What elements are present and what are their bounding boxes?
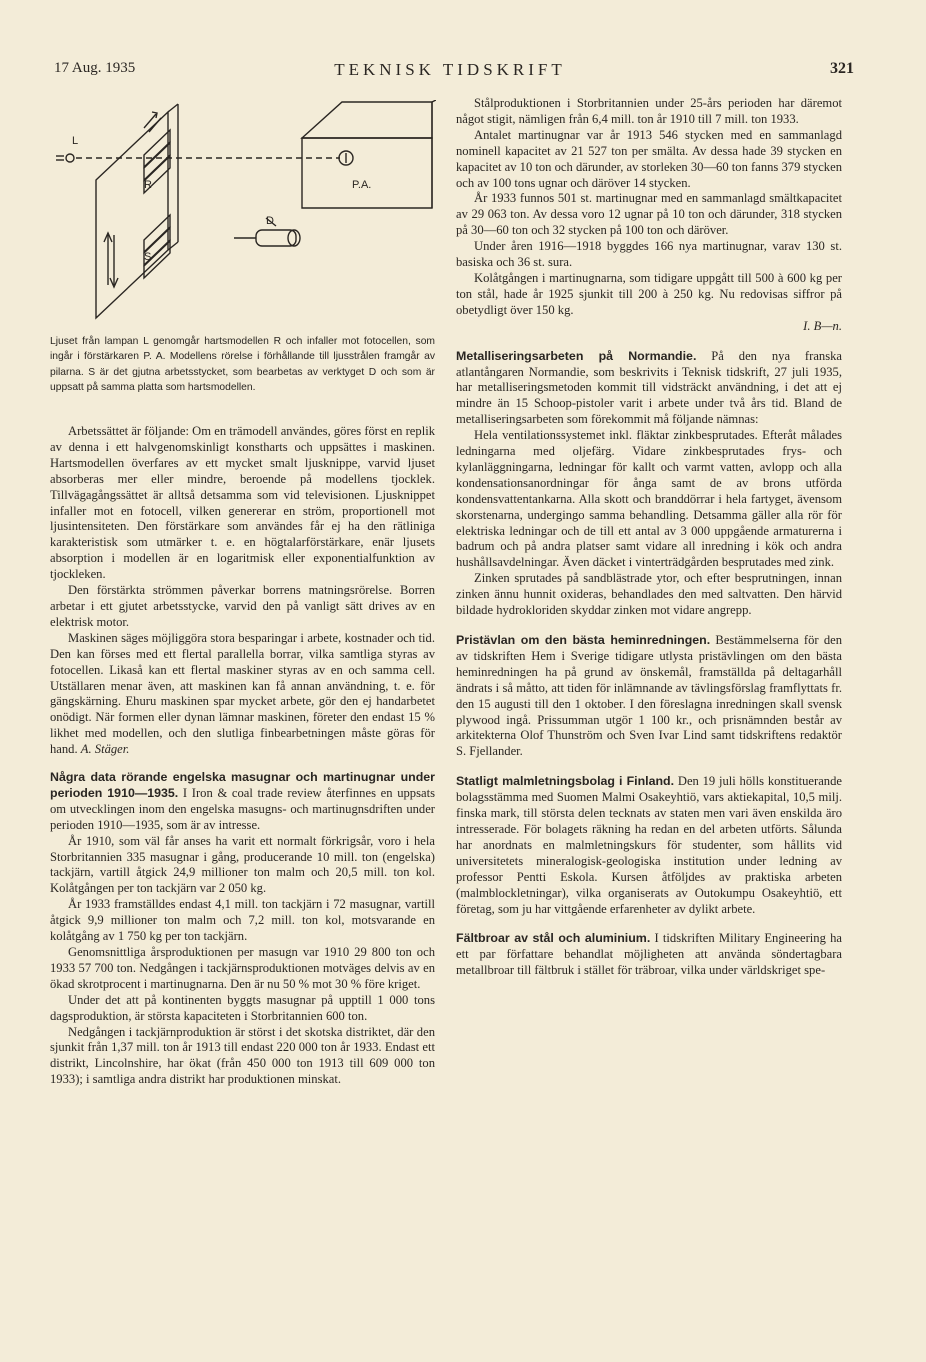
lamp [66,154,74,162]
article2-paragraph: År 1933 framställdes endast 4,1 mill. ton tackjärn i 72 masugnar, vartill åtgick 9,9 millioner ton malm och 7,2 mill. ton kol, motsvarande en kolåtgång av 1 750 kg per ton tackjärn. [50,897,435,944]
amplifier-box [302,138,432,208]
right-column [456,96,842,979]
article6-text: I tidskriften Military Engineering ha ett par författare behandlat möjligheten att använda söndertagbara metallbroar till fältbruk i stället för träbroar, vilka under världskriget spe- [456,931,842,978]
article2-intro [50,770,435,834]
issue-date: 17 Aug. 1935 [54,60,136,76]
label-model: R [144,179,152,191]
article1-signature: A. Stäger. [80,742,130,757]
label-amplifier: P.A. [352,179,372,191]
article2-paragraph: År 1933 funnos 501 st. martinugnar med en sammanlagd smältkapacitet av 29 063 ton. Av dessa voro 12 ugnar på 10 ton och därunder, 318 stycken på 30—60 ton och 32 stycken på 100 ton och däröver. [456,191,842,238]
article2-paragraph: År 1910, som väl får anses ha varit ett normalt förkrigsår, voro i hela Storbritannien 335 masugnar i gång, producerande 10 mill. ton (engelska) tackjärn, vartill åtgick 24,9 millioner ton malm och 20,5 mill. ton kol. Kolåtgången per ton tackjärn var 2 050 kg. [50,833,435,896]
article6-heading: Fältbroar av stål och aluminium. [456,931,651,946]
article1-text: Maskinen säges möjliggöra stora besparingar i arbete, kostnader och tid. Den kan förses med ett flertal parallella borrar, vilka samtliga styras av fotocellen. Likaså kan ett flertal maskiner styras av en och samma cell. Utställaren menar även, att maskinen kan få annan användning, t. e. för gängskärning. Ehuru maskinen spar mycket arbete, gör den ej handarbetet onödigt. När formen eller dynan lämnar maskinen, företer den endast 15 % likhet med modellen, och den slutliga finbearbetningen måste göras för hand. [50,630,435,757]
article5-intro [456,774,842,917]
caption-text: Ljuset från lampan L genomgår hartsmodellen R och infaller mot fotocellen, som ingår i förstärkaren P. A. Modellens rörelse i förhållande till ljusstrålen framgår av pilarna. S är det gjutna arbetsstycket, som bearbetas av verktyget D och som är uppsatt på samma platta som hartsmodellen. [50,336,435,394]
article3-paragraph: Hela ventilationssystemet inkl. fläktar zinkbesprutades. Efteråt målades ledningarna med oljefärg. Vidare zinkbesprutades frys- och kylanläggningarna, ledningar för kallt och varmt vatten, avlopp och alla kondensationsanordningar för ånga samt de av brons utförda kondensvattentankarna. Alla skott och branddörrar i hela fartyget, ävensom skorstenarna, undergingo samma behandling. Detsamma gäller alla rör för elektriska ledningar och de till ett antal av 3 000 uppgående armaturerna i badrum och på andra platser samt vidare all inredning i kök och andra hushållsavdelningar. Även däcket i vinterträdgården besprutades med zink. [456,428,842,570]
article5-text: Den 19 juli hölls konstituerande bolagsstämma med Suomen Malmi Osakeyhtiö, vars aktiekapital, 10,5 milj. finska mark, till största delen tecknats av staten men vari även enskilda äro intresserade. För bolagets räkning ha redan en del arbeten utförts. Sålunda har anordnats en malmletningskurs för studenter, som hållits vid universitetets mineralogisk-geologiska institution under ledning av professor Pentti Eskola. Kursen åtföljdes av praktiska arbeten (malmblockletningar), vilka organiserats av Outokumpu Osakeyhtiö, ett företag, som ju har vittgående erfarenheter av dylikt arbete. [456,774,842,916]
article2-paragraph: Under åren 1916—1918 byggdes 166 nya martinugnar, varav 130 st. basiska och 36 st. sura. [456,239,842,270]
page-header [50,60,854,84]
article4-text: Bestämmelserna för den av tidskriften Hem i Sverige tidigare utlysta pristävlingen om den bästa heminredningen ha på grund av önskemål, framställda på deltagarhåll ändrats i så måtto, att tiden för inlämnande av tävlingsförslag framflyttats fr. den 15 augusti till den 1 oktober. I den föreslagna inredningen skall svensk plywood ingå. Prissumman utgör 1 100 kr., och prisnämnden består av arkitekterna Olof Thunström och Sven Ivar Lind samt tidskriftens redaktör S. Fjellander. [456,633,842,759]
article4-intro [456,633,842,760]
article2-heading: Några data rörande engelska masugnar och martinugnar under perioden 1910—1935. [50,770,435,800]
article4-heading: Pristävlan om den bästa heminredningen. [456,633,711,647]
article1-paragraph: Den förstärkta strömmen påverkar borrens matningsrörelse. Borren arbetar i ett gjutet arbetsstycke, varvid den på vanligt sätt drives av en elektrisk motor. [50,583,435,629]
copy-milling-diagram [56,100,436,325]
article5-heading: Statligt malmletningsbolag i Finland. [456,774,675,789]
article1-paragraph [50,631,435,758]
figure-caption [50,334,435,396]
article2-paragraph: Genomsnittliga årsproduktionen per masugn var 1910 29 800 ton och 1933 57 700 ton. Nedgången i tackjärnsproduktionen motväges delvis av en ökad skrotprocent i martinugnarna. Den är nu 50 % mot 30 % före kriget. [50,945,435,991]
page-number: 321 [830,60,854,77]
article2-text: I Iron & coal trade review återfinnes en uppsats om utvecklingen inom den engelska masugns- och martinugnsdriften under perioden 1910—1935, som är av intresse. [50,785,435,832]
article2-paragraph: Kolåtgången i martinugnarna, som tidigare uppgått till 500 à 600 kg per ton stål, hade år 1925 sjunkit till 200 à 250 kg. Nu redovisas siffror på obetydligt över 150 kg. [456,270,842,317]
left-column [50,424,435,1088]
article3-text: På den nya franska atlantångaren Normandie, som beskrivits i Teknisk tidskrift, 27 juli 1935, har metalliseringsmetoden kommit till vidsträckt användning, i det att ej mindre än 15 Schoop-pistoler varit i arbete under två års tid. Bland de metalliseringsarbeten som förekommit må följande nämnas: [456,348,842,427]
article2-paragraph: Stålproduktionen i Storbritannien under 25-års perioden har däremot något stigit, nämligen från 6,4 mill. ton år 1910 till 7 mill. ton 1933. [456,96,842,126]
label-workpiece: S [144,251,152,263]
article3-heading: Metalliseringsarbeten på Normandie. [456,348,697,363]
article2-paragraph: Antalet martinugnar var år 1913 546 stycken med en sammanlagd nominell kapacitet av 21 527 ton per smälta. Av dessa hade 39 stycken en kapacitet av 10 ton och därunder, av storleken 30—60 ton fanns 379 stycken och av 100 tons ugnar och däröver 14 stycken. [456,127,842,190]
journal-title: TEKNISK TIDSKRIFT [334,60,566,79]
article2-paragraph: Nedgången i tackjärnproduktion är störst i det skotska distriktet, där den sjunkit från 1,37 mill. ton år 1913 till endast 220 000 ton år 1933. Endast ett distrikt, Lincolnshire, har ökat (från 450 000 ton 1913 till 609 000 ton 1933); i samtliga andra distrikt har produktionen minskat. [50,1024,435,1087]
article3-intro [456,349,842,429]
article2-signature: I. B—n. [803,318,842,333]
article3-paragraph: Zinken sprutades på sandblästrade ytor, och efter besprutningen, innan zinken ännu hunnit oxideras, behandlades den med saltvatten. Den härvid bildade hydrokloriden skyddar zinken mot vidare angrepp. [456,571,842,618]
label-tool: D [266,215,274,227]
article1-paragraph: Arbetssättet är följande: Om en trämodell användes, göres först en replik av denna i ett halvgenomskinligt konstharts och uppsättes i maskinen. Hartsmodellen överfares av ett mycket smalt ljusknippe, varvid ljuset absorberas mer eller mindre, beroende på modellens tjocklek. Tillvägagångssättet är alltså detsamma som vid televisionen. Ljusknippet infaller mot en fotocell, vilken genererar en ström, proportionell mot ljusintensiteten. Den förstärkare som användes får ej ha den rätliniga karakteristisk som utmärker t. e. en högtalarförstärkare, enär ljusets absorption i modellen är en logaritmisk eller exponentialfunktion av tjockleken. [50,424,435,582]
label-lamp: L [72,135,79,147]
article2-paragraph: Under det att på kontinenten byggts masugnar på upptill 1 000 tons dagsproduktion, är största kapaciteten i Storbritannien 600 ton. [50,992,435,1023]
article6-intro [456,931,842,979]
